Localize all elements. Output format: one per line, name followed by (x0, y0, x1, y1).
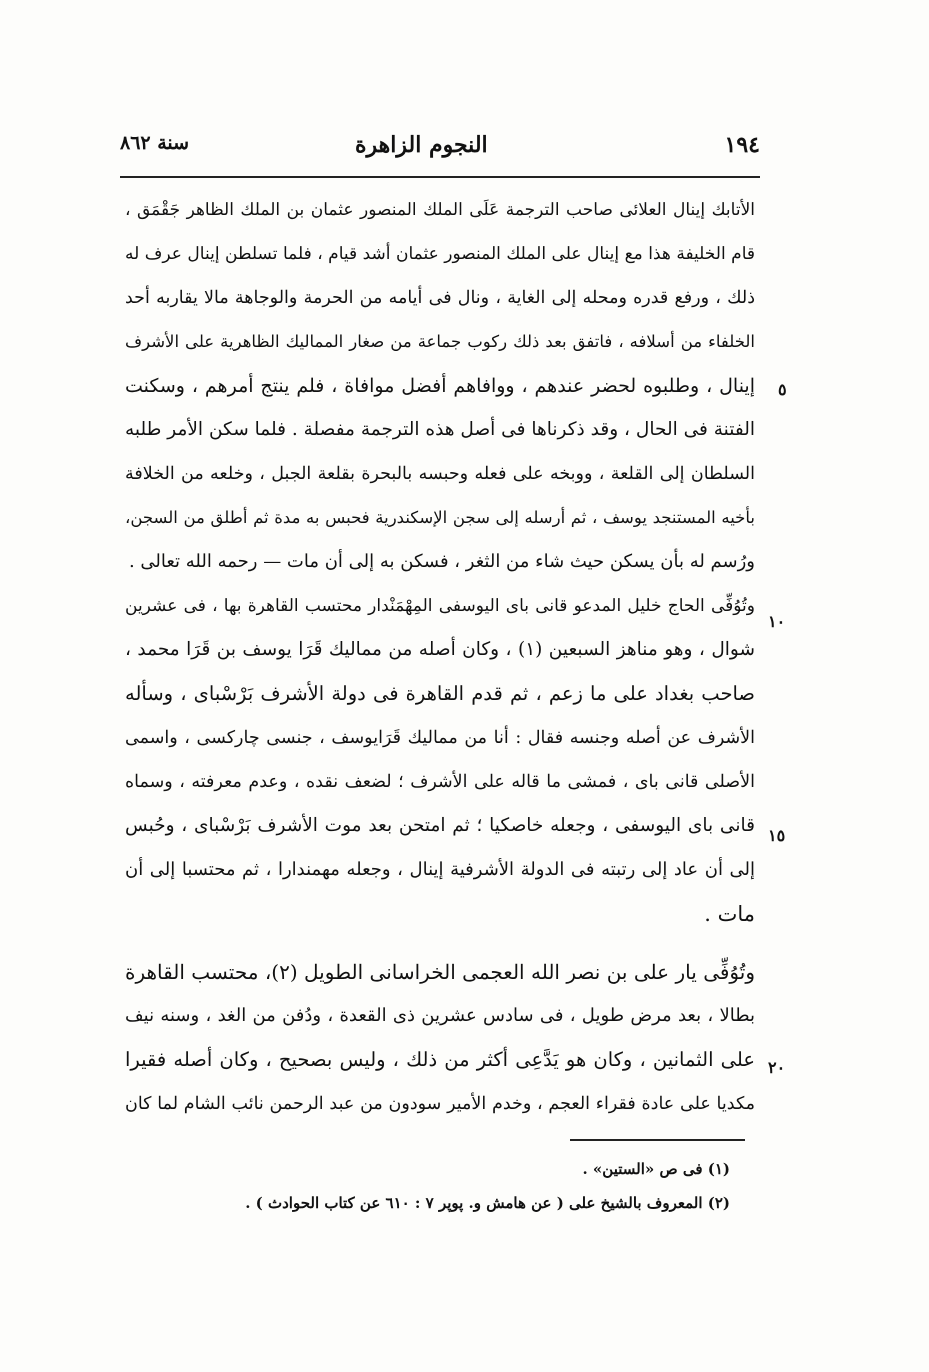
footnotes (200, 1152, 730, 1220)
margin-line-number: ٢٠ (768, 1058, 786, 1077)
text-line: وتُوُفِّى يار على بن نصر الله العجمى الخراسانى الطويل (٢)، محتسب القاهرة (125, 960, 755, 984)
header-rule (120, 176, 760, 178)
text-line: الأتابك إينال العلائى صاحب الترجمة عَلَى الملك المنصور عثمان بن الملك الظاهر جَقْمَق ، (125, 200, 755, 220)
text-line: الأصلى قانى باى ، فمشى ما قاله على الأشرف ؛ لضعف نقده ، وعدم معرفته ، وسماه (125, 772, 755, 792)
text-line: بطالا ، بعد مرض طويل ، فى سادس عشرين ذى القعدة ، ودُفن من الغد ، وسنه نيف (125, 1005, 755, 1026)
margin-line-number: ١٥ (768, 826, 786, 845)
text-line: إلى أن عاد إلى رتبته فى الدولة الأشرفية إينال ، وجعله مهمندارا ، ثم محتسبا إلى أن (125, 859, 755, 880)
text-line: قانى باى اليوسفى ، وجعله خاصكيا ؛ ثم امتحن بعد موت الأشرف بَرْسْباى ، وحُبس (125, 815, 755, 836)
text-line: ورُسم له بأن يسكن حيث شاء من الثغر ، فسكن به إلى أن مات — رحمه الله تعالى . (128, 551, 755, 572)
text-line: صاحب بغداد على ما زعم ، ثم قدم القاهرة فى دولة الأشرف بَرْسْباى ، وسأله (125, 682, 755, 705)
text-line: شوال ، وهو مناهز السبعين (١) ، وكان أصله من مماليك قَرَا يوسف بن قَرَا محمد ، (125, 639, 755, 660)
footnote-rule (570, 1139, 745, 1141)
text-line: على الثمانين ، وكان هو يَدَّعِى أكثر من ذلك ، وليس بصحيح ، وكان أصله فقيرا (125, 1048, 755, 1071)
text-line: وتُوُفِّى الحاج خليل المدعو قانى باى اليوسفى المِهْمَنْدار محتسب القاهرة بها ، فى عشرين (125, 596, 755, 616)
header-page-number: ١٩٤ (724, 132, 760, 158)
text-line: إينال ، وطلبوه لحضر عندهم ، ووافاهم أفضل موافاة ، فلم ينتج أمرهم ، وسكنت (125, 375, 755, 397)
text-line: الفتنة فى الحال ، وقد ذكرناها فى أصل هذه الترجمة مفصلة . فلما سكن الأمر طلبه (125, 419, 755, 440)
running-header (120, 132, 760, 172)
text-line: الأشرف عن أصله وجنسه فقال : أنا من مماليك قَرَايوسف ، جنسى چاركسى ، واسمى (125, 728, 755, 748)
text-line: مات . (704, 902, 755, 926)
text-line: مكديا على عادة فقراء العجم ، وخدم الأمير سودون من عبد الرحمن نائب الشام لما كان (125, 1094, 755, 1114)
text-line: الخلفاء من أسلافه ، فاتفق بعد ذلك ركوب جماعة من صغار المماليك الظاهرية على الأشرف (125, 332, 755, 351)
header-title: النجوم الزاهرة (355, 132, 488, 158)
margin-line-number: ٥ (778, 380, 787, 399)
text-line: ذلك ، ورفع قدره ومحله إلى الغاية ، ونال فى أيامه من الحرمة والوجاهة مالا يقاربه أحد (125, 288, 755, 308)
footnote: (٢) المعروف بالشيخ على ( عن هامش و. پوپر ٧ : ٦١٠ عن كتاب الحوادث ) . (245, 1194, 730, 1212)
header-year: سنة ٨٦٢ (120, 132, 190, 154)
text-line: السلطان إلى القلعة ، ووبخه على فعله وحبسه بالبحرة بقلعة الجبل ، وخلعه من الخلافة (125, 464, 755, 484)
text-line: بأخيه المستنجد يوسف ، ثم أرسله إلى سجن الإسكندرية فحبس به مدة ثم أطلق من السجن، (125, 508, 755, 527)
text-line: قام الخليفة هذا مع إينال على الملك المنصور عثمان أشد قيام ، فلما تسلطن إينال عرف له (125, 244, 755, 264)
body-text (125, 188, 755, 1126)
margin-line-number: ١٠ (768, 612, 786, 631)
footnote: (١) فى ص «الستين» . (582, 1160, 730, 1178)
